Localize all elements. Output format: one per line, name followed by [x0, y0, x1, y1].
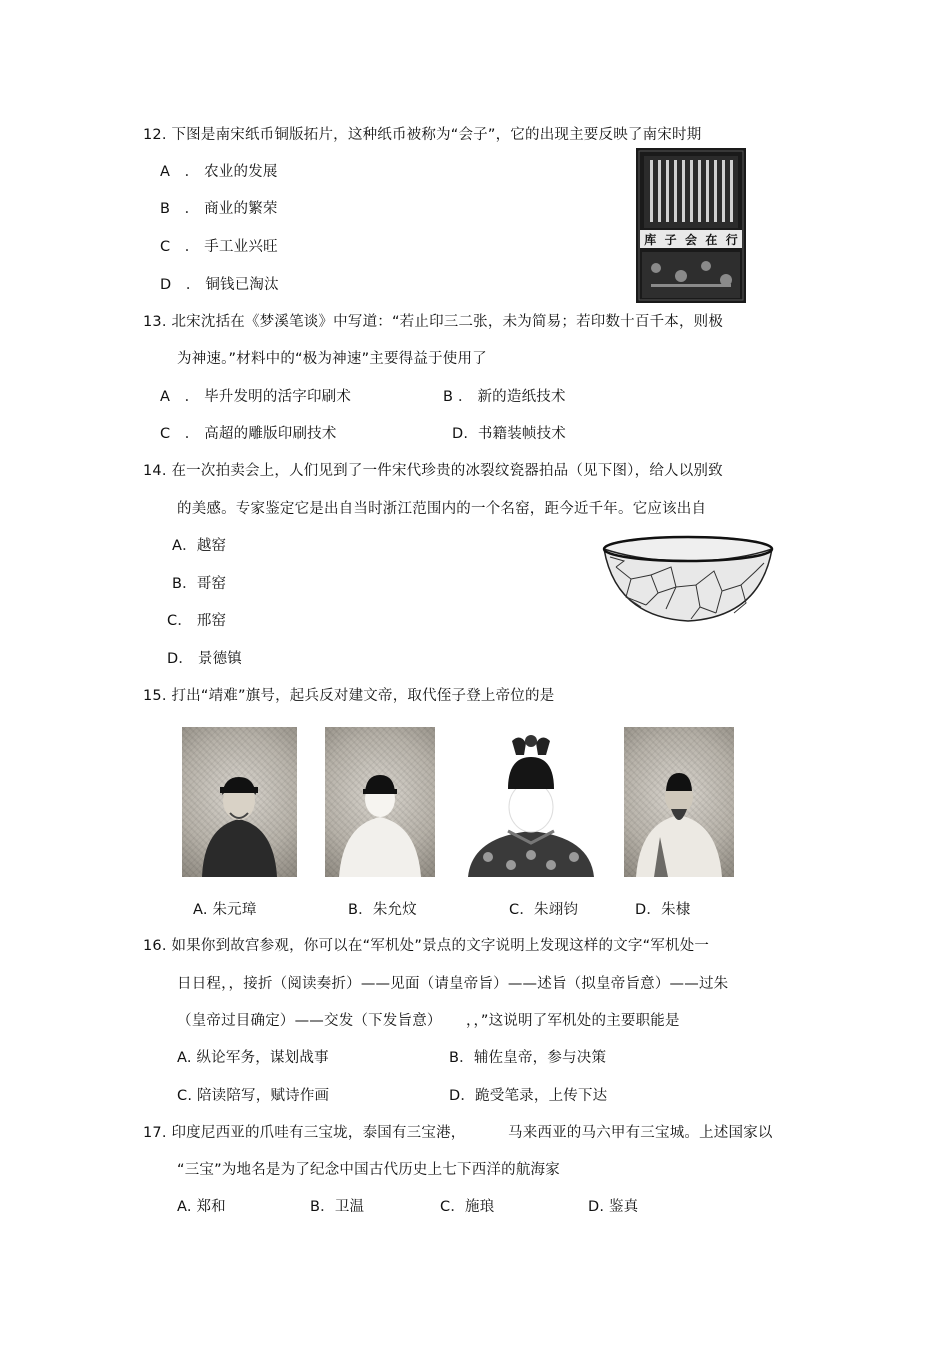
rubbing-char: 子: [664, 233, 677, 247]
q14-option-d[interactable]: D． 景德镇: [167, 651, 242, 667]
rubbing-char: 会: [684, 233, 697, 247]
q16-option-b[interactable]: B．辅佐皇帝，参与决策: [449, 1050, 607, 1066]
option-text: ． 商业的繁荣: [184, 201, 278, 217]
q13-stem-line2: 为神速。”材料中的“极为神速”主要得益于使用了: [177, 351, 487, 367]
q13-stem-line1: 13. 北宋沈括在《梦溪笔谈》中写道：“若止印三二张，未为简易；若印数十百千本，则极: [143, 314, 724, 330]
option-letter: B: [160, 201, 171, 217]
portrait-image-d: [624, 727, 734, 877]
q17-stem-line1b: 马来西亚的马六甲有三宝城。上述国家以: [508, 1125, 773, 1141]
q14-stem-line1: 14. 在一次拍卖会上，人们见到了一件宋代珍贵的冰裂纹瓷器拍品（见下图），给人以别致: [143, 463, 723, 479]
q12-option-b[interactable]: [160, 200, 278, 218]
q14-stem-line2: 的美感。专家鉴定它是出自当时浙江范围内的一个名窑，距今近千年。它应该出自: [177, 501, 707, 517]
crackle-bowl-image: [596, 527, 776, 627]
q14-option-a[interactable]: A．越窑: [172, 538, 227, 554]
banknote-rubbing-image: [636, 148, 746, 303]
option-text: ． 手工业兴旺: [184, 239, 278, 255]
q14-option-b[interactable]: B．哥窑: [172, 576, 227, 592]
rubbing-char: 行: [725, 233, 738, 247]
q16-option-a[interactable]: A. 纵论军务，谋划战事: [177, 1050, 329, 1066]
q12-option-a[interactable]: [160, 163, 278, 181]
option-letter: D.: [452, 426, 469, 442]
option-text: ． 毕升发明的活字印刷术: [184, 389, 352, 405]
option-text: ． 高超的雕版印刷技术: [184, 426, 337, 442]
q14-option-c[interactable]: C． 邢窑: [167, 613, 227, 629]
portrait-image-a: [182, 727, 297, 877]
option-text: ． 农业的发展: [184, 164, 278, 180]
option-letter: C: [160, 426, 171, 442]
q12-option-c[interactable]: [160, 238, 278, 256]
option-letter: A: [160, 389, 171, 405]
q12-option-d[interactable]: [160, 276, 279, 294]
option-letter: D: [160, 277, 172, 293]
q17-stem-line2: “三宝”为地名是为了纪念中国古代历史上七下西洋的航海家: [177, 1162, 560, 1178]
q15-stem: 15. 打出“靖难”旗号，起兵反对建文帝，取代侄子登上帝位的是: [143, 688, 555, 704]
q17-option-c[interactable]: C．施琅: [440, 1199, 495, 1215]
option-text: ． 新的造纸技术: [457, 389, 566, 405]
q16-stem-line1: 16. 如果你到故宫参观，你可以在“军机处”景点的文字说明上发现这样的文字“军机处一: [143, 938, 710, 954]
q13-option-c[interactable]: [160, 425, 337, 443]
q13-option-a[interactable]: [160, 388, 351, 406]
q13-option-b[interactable]: [443, 388, 566, 406]
q13-option-d[interactable]: [452, 425, 566, 443]
option-text: ． 铜钱已淘汰: [185, 277, 279, 293]
q16-stem-line3a: （皇帝过目确定）——交发（下发旨意）: [177, 1013, 442, 1029]
portrait-image-b: [325, 727, 435, 877]
q16-stem-line3b: ，，”这说明了军机处的主要职能是: [466, 1013, 680, 1029]
q17-option-b[interactable]: B．卫温: [310, 1199, 365, 1215]
q15-option-c[interactable]: C．朱翊钧: [509, 902, 579, 918]
q15-option-d[interactable]: D．朱棣: [635, 902, 691, 918]
rubbing-char: 库: [644, 233, 657, 247]
option-letter: B: [443, 389, 454, 405]
q12-stem: 12. 下图是南宋纸币铜版拓片，这种纸币被称为“会子”，它的出现主要反映了南宋时期: [143, 127, 702, 143]
q17-option-d[interactable]: D. 鉴真: [588, 1199, 639, 1215]
q15-option-b[interactable]: B．朱允炆: [348, 902, 417, 918]
q15-option-a[interactable]: A. 朱元璋: [193, 902, 257, 918]
rubbing-char: 在: [705, 233, 718, 247]
q16-option-c[interactable]: C. 陪读陪写，赋诗作画: [177, 1088, 330, 1104]
option-text: 书籍装帧技术: [477, 426, 567, 442]
portrait-image-c: [466, 727, 596, 877]
option-letter: C: [160, 239, 171, 255]
q16-option-d[interactable]: D．跪受笔录，上传下达: [449, 1088, 608, 1104]
q16-stem-line2: 日日程，，接折（阅读奏折）——见面（请皇帝旨）——述旨（拟皇帝旨意）——过朱: [177, 976, 729, 992]
q17-option-a[interactable]: A. 郑和: [177, 1199, 226, 1215]
option-letter: A: [160, 164, 171, 180]
q17-stem-line1a: 17. 印度尼西亚的爪哇有三宝垅，泰国有三宝港，: [143, 1125, 466, 1141]
